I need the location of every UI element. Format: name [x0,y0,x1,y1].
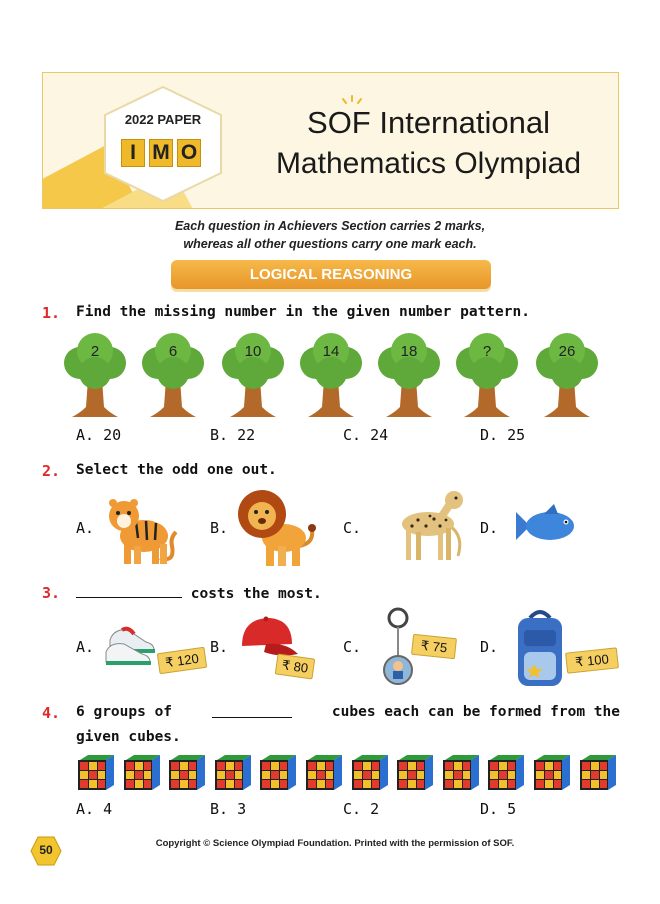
tiger-icon [100,488,182,570]
price-tag-school-bag: ₹ 100 [565,647,619,673]
title-line-2: Mathematics Olympiad [275,147,582,180]
tree-icon [138,333,208,419]
price-tag-keychain: ₹ 75 [411,634,457,659]
q4-option-d[interactable]: D. 5 [480,800,517,818]
question-1-number: 1. [42,304,61,322]
rubiks-cube-icon [304,754,342,790]
title-line-1: SOF International [307,105,550,140]
q4-option-c[interactable]: C. 2 [343,800,380,818]
question-3-text: costs the most. [190,586,322,602]
tree-icon [374,333,444,419]
q4-option-a[interactable]: A. 4 [76,800,113,818]
question-3-number: 3. [42,584,61,602]
header-banner [42,72,619,209]
q3-option-d[interactable]: D. [480,638,499,656]
rubiks-cube-icon [213,754,251,790]
question-2-number: 2. [42,462,61,480]
tree-number: ? [482,343,492,360]
q3-option-a[interactable]: A. [76,638,95,656]
q1-option-b[interactable]: B. 22 [210,426,256,444]
question-4-text-before: 6 groups of [76,704,173,720]
tree-number: 6 [168,343,178,360]
tree-icon [532,333,602,419]
rubiks-cube-icon [441,754,479,790]
lion-icon [234,484,322,570]
rubiks-cube-icon [350,754,388,790]
cheetah-icon [372,486,468,564]
q4-option-b[interactable]: B. 3 [210,800,247,818]
rubiks-cube-icon [76,754,114,790]
q1-option-a[interactable]: A. 20 [76,426,122,444]
fish-icon [510,502,580,550]
tree-number: 18 [400,343,418,360]
page-number: 50 [39,843,53,857]
rubiks-cube-icon [258,754,296,790]
tree-icon [452,333,522,419]
shoes-icon [102,618,164,668]
intro-line-2: whereas all other questions carry one mark each. [183,237,477,251]
bulb-rays-icon [340,95,364,109]
q3-option-b[interactable]: B. [210,638,229,656]
q1-option-c[interactable]: C. 24 [343,426,389,444]
imo-badge [93,83,233,203]
school-bag-icon [510,606,570,690]
tree-icon [218,333,288,419]
tree-number: 14 [322,343,340,360]
question-1-text: Find the missing number in the given number pattern. [76,304,530,320]
tree-number: 2 [90,343,100,360]
question-2-text: Select the odd one out. [76,462,277,478]
q3-option-c[interactable]: C. [343,638,362,656]
question-4-text-line-2: given cubes. [76,729,181,745]
rubiks-cube-icon [578,754,616,790]
question-3-line [76,584,322,602]
badge-letter-o: O [180,141,198,164]
q2-option-c[interactable]: C. [343,519,362,537]
price-tag-shoes: ₹ 120 [157,647,207,674]
q2-option-a[interactable]: A. [76,519,95,537]
question-4-line-1 [76,704,620,720]
q2-option-b[interactable]: B. [210,519,229,537]
q2-option-d[interactable]: D. [480,519,499,537]
tree-number: 26 [558,343,576,360]
rubiks-cube-icon [122,754,160,790]
q1-option-d[interactable]: D. 25 [480,426,526,444]
answer-blank [212,704,292,718]
copyright-notice: Copyright © Science Olympiad Foundation. Printed with the permission of SOF. [155,838,515,849]
tree-icon [296,333,366,419]
rubiks-cube-icon [532,754,570,790]
rubiks-cube-icon [486,754,524,790]
question-4-text-after: cubes each can be formed from the [331,704,620,720]
tree-icon [60,333,130,419]
rubiks-cube-icon [167,754,205,790]
rubiks-cube-icon [395,754,433,790]
badge-letter-m: M [152,141,170,164]
badge-letter-i: I [130,141,136,164]
badge-year: 2022 PAPER [124,112,202,127]
intro-line-1: Each question in Achievers Section carries 2 marks, [174,219,486,233]
answer-blank [76,584,182,598]
price-tag-cap: ₹ 80 [275,653,316,679]
section-title: LOGICAL REASONING [171,260,491,289]
question-4-number: 4. [42,704,61,722]
tree-number: 10 [244,343,262,360]
